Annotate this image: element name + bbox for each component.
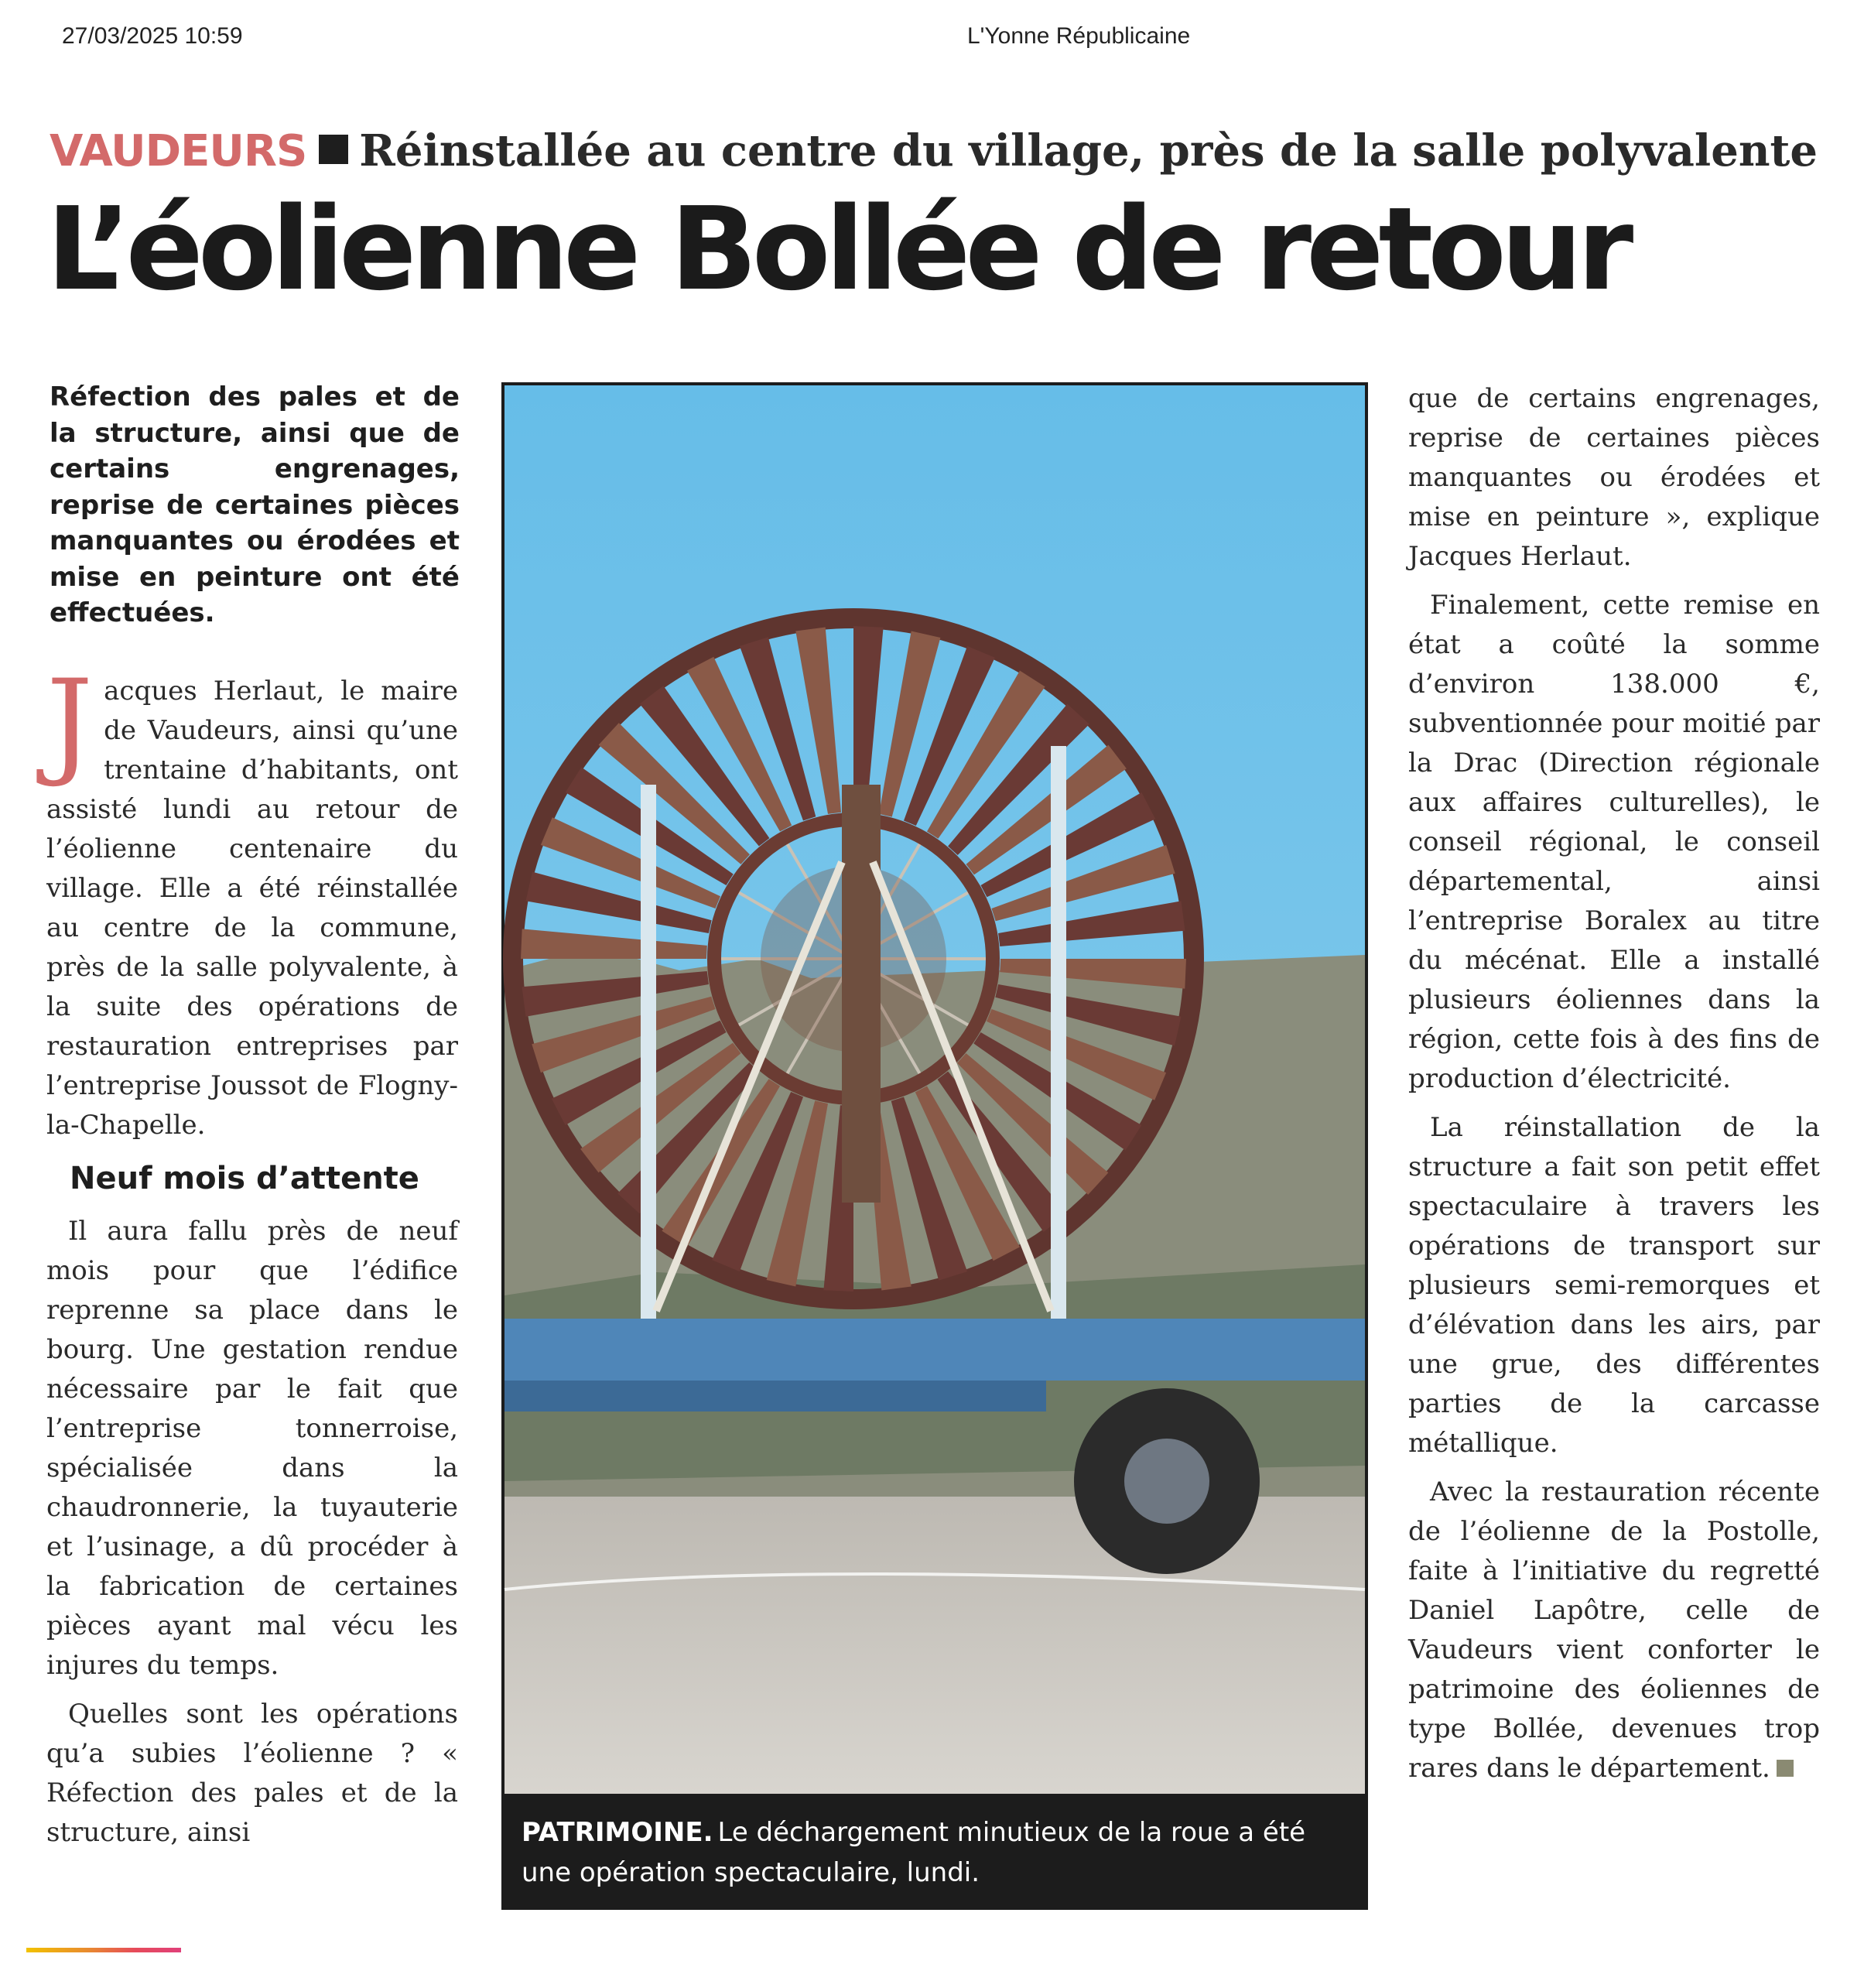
print-date: 27/03/2025 10:59 [62,23,243,49]
body-paragraph: Il aura fallu près de neuf mois pour que l’édifice reprenne sa place dans le bourg. Une gestation rendue nécessaire par le fait que l’entreprise tonnerroise, spécialisée dans la chaudronnerie, la tuyauterie et l’usinage, a dû procéder à la fabrication de certaines pièces ayant mal vécu les injures du temps. [46,1216,458,1681]
body-paragraph-continued: que de certains engrenages, reprise de certaines pièces manquantes ou érodées et mise en peinture », explique Jacques Herlaut. [1408,383,1820,572]
subheading: Neuf mois d’attente [70,1161,419,1196]
square-bullet-icon [319,135,348,164]
intro-text: acques Herlaut, le maire de Vaudeurs, ainsi qu’une trentaine d’habitants, ont assisté lundi au retour de l’éolienne centenaire du village. Elle a été réinstallée au centre de la commune, près de la salle polyvalente, à la suite des opérations de restauration entreprises par l’entreprise Joussot de Flogny-la-Chapelle. [46,676,458,1141]
intro-paragraph [46,655,458,1145]
photo [501,382,1368,1910]
kicker [50,125,1818,176]
headline: L’éolienne Bollée de retour [46,183,1629,316]
caption-label: PATRIMOINE. [522,1817,713,1848]
final-paragraph-text: Avec la restauration récente de l’éolienne de la Postolle, faite à l’initiative du regretté Daniel Lapôtre, celle de Vaudeurs vient conforter le patrimoine des éoliennes de type Bollée, devenues trop rares dans le département. [1408,1476,1820,1784]
body-paragraph: Finalement, cette remise en état a coûté la somme d’environ 138.000 €, subventionnée pour moitié par la Drac (Direction régionale aux affaires culturelles), le conseil régional, le conseil départemental, ainsi l’entreprise Boralex au titre du mécénat. Elle a installé plusieurs éoliennes dans la région, cette fois à des fins de production d’électricité. [1408,590,1820,1094]
caption-text: Le déchargement minutieux de la roue a été une opération spectaculaire, lundi. [522,1817,1306,1888]
dropcap: J [46,655,94,790]
kicker-place: VAUDEURS [50,126,307,176]
body-paragraph: Quelles sont les opérations qu’a subies l’éolienne ? « Réfection des pales et de la structure, ainsi [46,1699,458,1848]
color-strip [26,1948,181,1952]
windmill-wheel-photo [501,382,1368,1910]
column-left [46,655,458,1862]
photo-caption [522,1812,1349,1893]
lead-paragraph: Réfection des pales et de la structure, ainsi que de certains engrenages, reprise de certaines pièces manquantes ou érodées et mise en peinture ont été effectuées. [50,382,460,628]
kicker-deck: Réinstallée au centre du village, près de la salle polyvalente [359,125,1818,176]
body-paragraph: La réinstallation de la structure a fait son petit effet spectaculaire à travers les opérations de transport sur plusieurs semi-remorques et d’élévation dans les airs, par une grue, des différentes parties de la carcasse métallique. [1408,1112,1820,1459]
source-name: L'Yonne Républicaine [967,23,1191,49]
final-paragraph [1408,1473,1820,1788]
column-right [1408,379,1820,1798]
end-mark-icon [1777,1760,1794,1777]
